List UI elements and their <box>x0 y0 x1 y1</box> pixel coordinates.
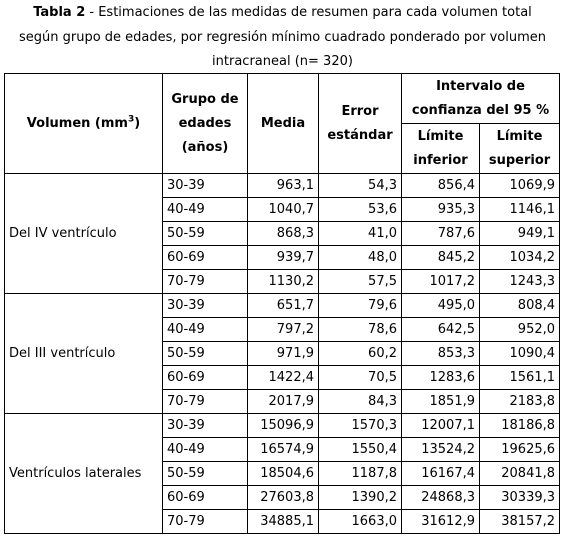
age-cell: 60-69 <box>163 246 248 270</box>
se-cell: 60,2 <box>319 342 402 366</box>
lower-cell: 787,6 <box>402 222 480 246</box>
header-lower-limit: Límite inferior <box>402 124 480 174</box>
se-cell: 78,6 <box>319 318 402 342</box>
se-cell: 79,6 <box>319 294 402 318</box>
age-cell: 50-59 <box>163 342 248 366</box>
lower-cell: 845,2 <box>402 246 480 270</box>
volume-group-label: Del IV ventrículo <box>5 174 163 294</box>
mean-cell: 868,3 <box>248 222 319 246</box>
caption-label: Tabla 2 <box>33 5 86 20</box>
lower-cell: 495,0 <box>402 294 480 318</box>
se-cell: 1390,2 <box>319 486 402 510</box>
lower-cell: 31612,9 <box>402 510 480 534</box>
upper-cell: 949,1 <box>480 222 560 246</box>
mean-cell: 963,1 <box>248 174 319 198</box>
table-header <box>5 74 560 174</box>
volume-group-label: Del III ventrículo <box>5 294 163 414</box>
se-cell: 1570,3 <box>319 414 402 438</box>
se-cell: 70,5 <box>319 366 402 390</box>
age-cell: 70-79 <box>163 510 248 534</box>
upper-cell: 1146,1 <box>480 198 560 222</box>
caption-line-2: según grupo de edades, por regresión mínimo cuadrado ponderado por volumen <box>18 29 546 45</box>
age-cell: 70-79 <box>163 390 248 414</box>
lower-cell: 856,4 <box>402 174 480 198</box>
lower-cell: 12007,1 <box>402 414 480 438</box>
table-caption <box>0 0 565 75</box>
mean-cell: 2017,9 <box>248 390 319 414</box>
upper-cell: 20841,8 <box>480 462 560 486</box>
age-cell: 50-59 <box>163 462 248 486</box>
mean-cell: 651,7 <box>248 294 319 318</box>
header-age-group: Grupo de edades (años) <box>163 74 248 174</box>
age-cell: 40-49 <box>163 198 248 222</box>
lower-cell: 1017,2 <box>402 270 480 294</box>
lower-cell: 1283,6 <box>402 366 480 390</box>
volume-group-label: Ventrículos laterales <box>5 414 163 534</box>
lower-cell: 16167,4 <box>402 462 480 486</box>
upper-cell: 808,4 <box>480 294 560 318</box>
lower-cell: 642,5 <box>402 318 480 342</box>
mean-cell: 18504,6 <box>248 462 319 486</box>
upper-cell: 1034,2 <box>480 246 560 270</box>
upper-cell: 30339,3 <box>480 486 560 510</box>
header-confidence-interval: Intervalo de confianza del 95 % <box>402 74 560 124</box>
se-cell: 41,0 <box>319 222 402 246</box>
caption-text-1: - Estimaciones de las medidas de resumen para cada volumen total <box>85 5 532 20</box>
lower-cell: 1851,9 <box>402 390 480 414</box>
mean-cell: 1130,2 <box>248 270 319 294</box>
summary-table <box>4 73 560 534</box>
mean-cell: 939,7 <box>248 246 319 270</box>
caption-line-1 <box>0 1 565 26</box>
se-cell: 54,3 <box>319 174 402 198</box>
mean-cell: 1422,4 <box>248 366 319 390</box>
mean-cell: 1040,7 <box>248 198 319 222</box>
se-cell: 57,5 <box>319 270 402 294</box>
mean-cell: 34885,1 <box>248 510 319 534</box>
mean-cell: 971,9 <box>248 342 319 366</box>
table-row <box>5 174 560 198</box>
upper-cell: 1243,3 <box>480 270 560 294</box>
header-upper-limit: Límite superior <box>480 124 560 174</box>
se-cell: 1187,8 <box>319 462 402 486</box>
upper-cell: 952,0 <box>480 318 560 342</box>
upper-cell: 1561,1 <box>480 366 560 390</box>
mean-cell: 16574,9 <box>248 438 319 462</box>
table-body <box>5 174 560 534</box>
age-cell: 30-39 <box>163 174 248 198</box>
lower-cell: 935,3 <box>402 198 480 222</box>
se-cell: 1663,0 <box>319 510 402 534</box>
age-cell: 40-49 <box>163 318 248 342</box>
header-mean: Media <box>248 74 319 174</box>
lower-cell: 13524,2 <box>402 438 480 462</box>
header-volume: Volumen $(mm^3)$ <box>5 74 163 174</box>
mean-cell: 27603,8 <box>248 486 319 510</box>
se-cell: 1550,4 <box>319 438 402 462</box>
se-cell: 84,3 <box>319 390 402 414</box>
table-row <box>5 294 560 318</box>
mean-cell: 797,2 <box>248 318 319 342</box>
table-row <box>5 414 560 438</box>
upper-cell: 19625,6 <box>480 438 560 462</box>
age-cell: 40-49 <box>163 438 248 462</box>
se-cell: 48,0 <box>319 246 402 270</box>
age-cell: 50-59 <box>163 222 248 246</box>
upper-cell: 2183,8 <box>480 390 560 414</box>
age-cell: 30-39 <box>163 414 248 438</box>
age-cell: 60-69 <box>163 486 248 510</box>
lower-cell: 24868,3 <box>402 486 480 510</box>
age-cell: 30-39 <box>163 294 248 318</box>
caption-line-3: intracraneal (n= 320) <box>212 54 353 69</box>
age-cell: 70-79 <box>163 270 248 294</box>
lower-cell: 853,3 <box>402 342 480 366</box>
se-cell: 53,6 <box>319 198 402 222</box>
upper-cell: 38157,2 <box>480 510 560 534</box>
age-cell: 60-69 <box>163 366 248 390</box>
upper-cell: 1069,9 <box>480 174 560 198</box>
upper-cell: 18186,8 <box>480 414 560 438</box>
mean-cell: 15096,9 <box>248 414 319 438</box>
upper-cell: 1090,4 <box>480 342 560 366</box>
header-standard-error: Error estándar <box>319 74 402 174</box>
